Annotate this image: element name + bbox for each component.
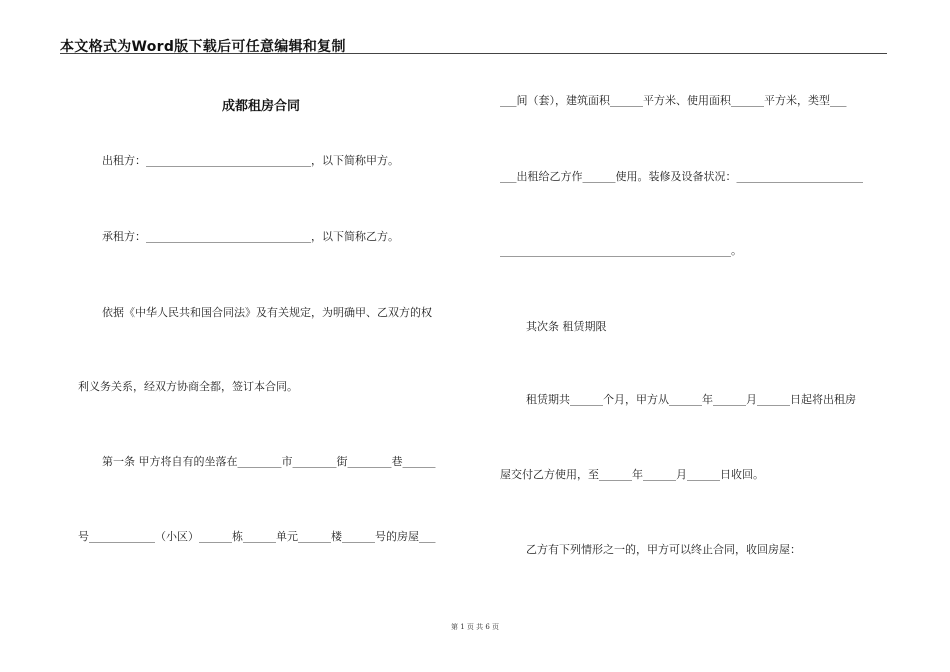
term-line-1: 租赁期共______个月，甲方从______年______月______日起将出租房 — [526, 393, 856, 406]
header-banner: 本文格式为Word版下载后可任意编辑和复制 — [60, 39, 346, 55]
lessee-line: 承租方：______________________________，以下简称乙方。 — [102, 230, 399, 243]
article-two-heading: 其次条 租赁期限 — [526, 320, 607, 333]
page-indicator: 第 1 页 共 6 页 — [450, 623, 500, 631]
basis-line-2: 利义务关系，经双方协商全都，签订本合同。 — [78, 380, 298, 393]
usage-line: ___出租给乙方作______使用。装修及设备状况：_______________________ — [500, 170, 863, 183]
article-one-line-2: 号____________（小区）______栋______单元______楼______号的房屋___ — [78, 530, 436, 543]
document-title: 成都租房合同 — [222, 99, 301, 114]
termination-line: 乙方有下列情形之一的，甲方可以终止合同，收回房屋： — [526, 543, 801, 556]
usage-continuation-line: __________________________________________。 — [500, 244, 742, 257]
lessor-line: 出租方：______________________________，以下简称甲方。 — [102, 154, 399, 167]
header-rule — [60, 53, 887, 54]
area-line: ___间（套），建筑面积______平方米、使用面积______平方米，类型___ — [500, 94, 847, 107]
article-one-line-1: 第一条 甲方将自有的坐落在________市________街________巷______ — [102, 455, 436, 468]
term-line-2: 屋交付乙方使用，至______年______月______日收回。 — [500, 468, 764, 481]
basis-line-1: 依据《中华人民共和国合同法》及有关规定，为明确甲、乙双方的权 — [102, 306, 432, 319]
